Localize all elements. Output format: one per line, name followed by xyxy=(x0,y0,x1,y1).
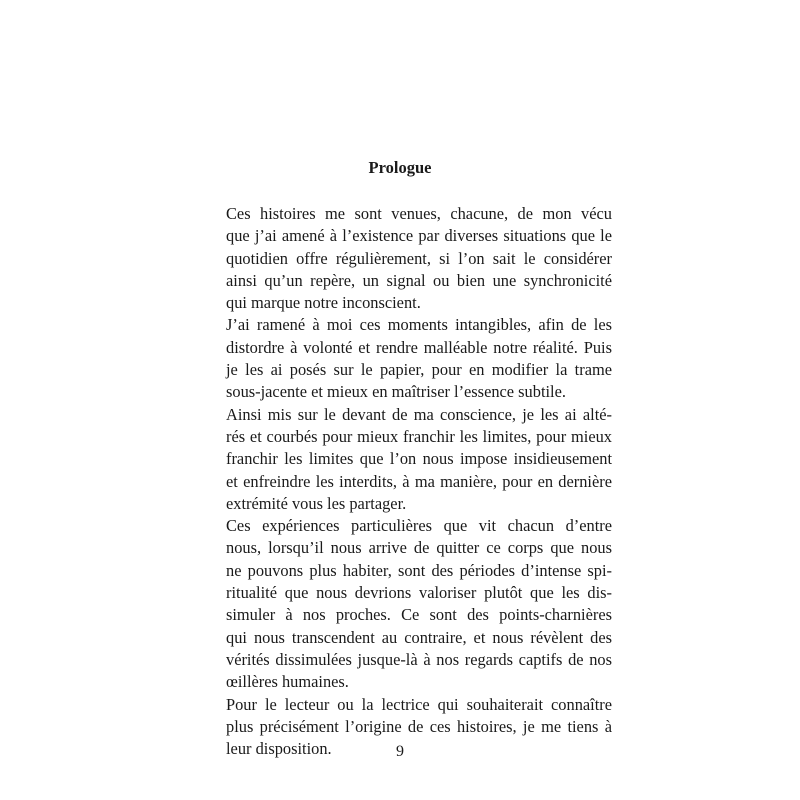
text-line: ritualité que nous devrions valoriser plutôt que les dis- xyxy=(226,583,612,603)
text-line: qui marque notre inconscient. xyxy=(226,293,421,313)
text-line: ainsi qu’un repère, un signal ou bien une synchronicité xyxy=(226,270,612,290)
paragraph-1 xyxy=(207,203,612,314)
text-line: qui nous transcendent au contraire, et nous révèlent des xyxy=(226,627,612,647)
text-line: quotidien offre régulièrement, si l’on sait le considérer xyxy=(226,248,612,268)
text-line: Pour le lecteur ou la lectrice qui souhaiterait connaître xyxy=(226,694,612,714)
text-line: Ces histoires me sont venues, chacune, de mon vécu xyxy=(226,204,612,223)
text-line: plus précisément l’origine de ces histoires, je me tiens à xyxy=(226,716,612,736)
text-line: simuler à nos proches. Ce sont des points-charnières xyxy=(226,605,612,625)
text-line: et enfreindre les interdits, à ma manière, pour en dernière xyxy=(226,471,612,491)
text-line: ne pouvons plus habiter, sont des périodes d’intense spi- xyxy=(226,560,612,580)
paragraph-3 xyxy=(207,404,612,515)
paragraph-4 xyxy=(207,515,612,693)
chapter-title: Prologue xyxy=(368,158,432,177)
text-line: J’ai ramené à moi ces moments intangibles, afin de les xyxy=(226,315,612,335)
paragraph-2 xyxy=(207,314,612,403)
page-number: 9 xyxy=(396,743,404,760)
text-line: je les ai posés sur le papier, pour en modifier la trame xyxy=(226,360,612,380)
text-line: distordre à volonté et rendre malléable notre réalité. Puis xyxy=(226,337,612,357)
text-line: Ainsi mis sur le devant de ma conscience, je les ai alté- xyxy=(226,404,612,424)
text-line: que j’ai amené à l’existence par diverses situations que le xyxy=(226,226,612,246)
text-line: Ces expériences particulières que vit chacun d’entre xyxy=(226,516,612,536)
text-line: rés et courbés pour mieux franchir les limites, pour mieux xyxy=(226,426,612,446)
text-line: sous-jacente et mieux en maîtriser l’essence subtile. xyxy=(226,382,566,402)
text-line: franchir les limites que l’on nous impose insidieusement xyxy=(226,449,612,469)
text-line: œillères humaines. xyxy=(226,672,349,692)
text-line: vérités dissimulées jusque-là à nos regards captifs de nos xyxy=(226,649,612,669)
prologue-body xyxy=(207,203,612,760)
text-line: nous, lorsqu’il nous arrive de quitter ce corps que nous xyxy=(226,538,612,558)
text-line: leur disposition. xyxy=(226,739,332,759)
text-line: extrémité vous les partager. xyxy=(226,493,407,513)
